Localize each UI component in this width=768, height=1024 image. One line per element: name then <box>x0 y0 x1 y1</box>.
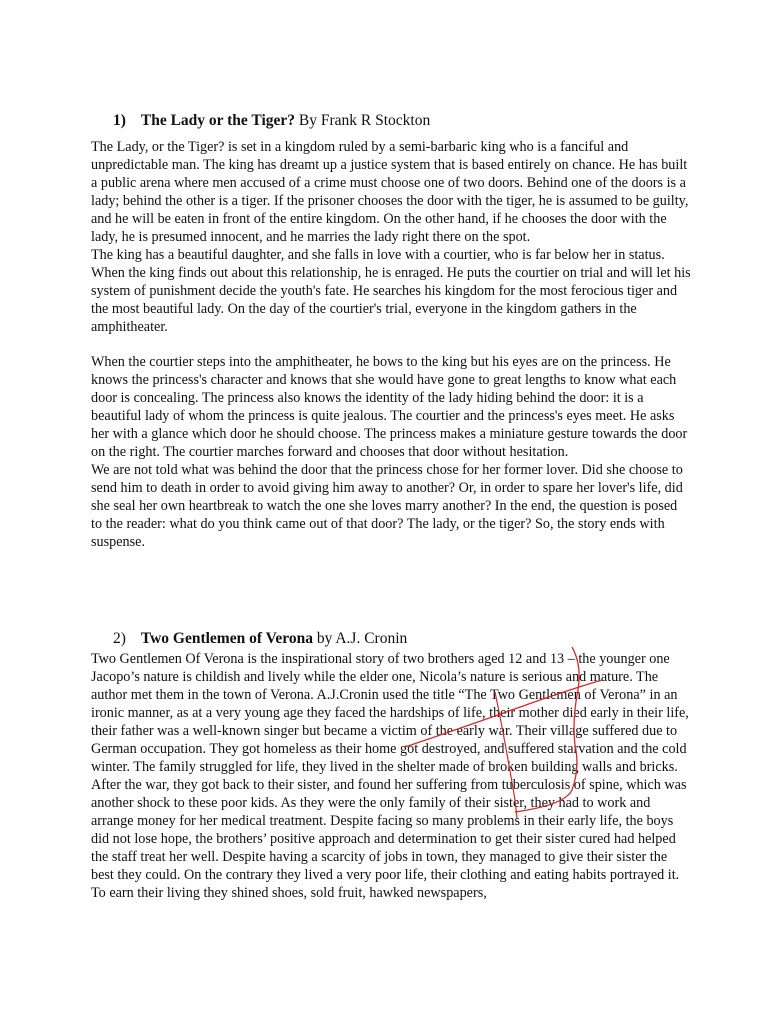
paragraph: We are not told what was behind the door that the princess chose for her former lover. Did she choose to send him to death in order to avoid giving him away to another? Or, in order to spare her lover's life, did she seal her own heartbreak to watch the one she loves marry another? In the end, the question is posed to the reader: what do you think came out of that door? The lady, or the tiger? So, the story ends with suspense. <box>91 462 683 550</box>
section-title: Two Gentlemen of Verona <box>140 630 313 647</box>
section-number: 2) <box>113 630 126 647</box>
paragraph: The Lady, or the Tiger? is set in a kingdom ruled by a semi-barbaric king who is a fanciful and unpredictable man. The king has dreamt up a justice system that is based entirely on chance. He has built a public arena where men accused of a crime must choose one of two doors. Behind one of the doors is a lady; behind the other is a tiger. If the prisoner chooses the door with the tiger, he is assumed to be guilty, and he will be eaten in front of the entire kingdom. On the other hand, if he chooses the door with the lady, he is presumed innocent, and he marries the lady right there on the spot. <box>91 139 689 245</box>
section-author: By Frank R Stockton <box>298 112 431 129</box>
paragraph-gap <box>91 336 691 353</box>
section-two-gentlemen <box>91 628 691 902</box>
section-lady-or-tiger <box>91 110 691 551</box>
section-heading <box>91 628 691 650</box>
section-title: The Lady or the Tiger? <box>140 112 296 129</box>
section-number: 1) <box>113 112 126 129</box>
paragraph: The king has a beautiful daughter, and she falls in love with a courtier, who is far below her in status. When the king finds out about this relationship, he is enraged. He puts the courtier on trial and will let his system of punishment decide the youth's fate. He searches his kingdom for the most ferocious tiger and the most beautiful lady. On the day of the courtier's trial, everyone in the kingdom gathers in the amphitheater. <box>91 247 691 335</box>
section-heading <box>91 110 691 132</box>
paragraph: When the courtier steps into the amphitheater, he bows to the king but his eyes are on the princess. He knows the princess's character and knows that she would have gone to great lengths to know what each door is concealing. The princess also knows the identity of the lady hiding behind the door: it is a beautiful lady of whom the princess is quite jealous. The courtier and the princess's eyes meet. He asks her with a glance which door he should choose. The princess makes a miniature gesture towards the door on the right. The courtier marches forward and chooses that door without hesitation. <box>91 354 688 460</box>
section-author: by A.J. Cronin <box>316 630 408 647</box>
paragraph: Two Gentlemen Of Verona is the inspirational story of two brothers aged 12 and 13 – the younger one Jacopo’s nature is childish and lively while the elder one, Nicola’s nature is serious and mature. The author met them in the town of Verona. A.J.Cronin used the title “The Two Gentlemen of Verona” in an ironic manner, as at a very young age they faced the hardships of life, their mother died early in their life, their father was a well-known singer but became a victim of the early war. Their village suffered due to German occupation. They got homeless as their home got destroyed, and suffered starvation and the cold winter. The family struggled for life, they lived in the shelter made of broken building walls and bricks. After the war, they got back to their sister, and found her suffering from tuberculosis of spine, which was another shock to these poor kids. As they were the only family of their sister, they had to work and arrange money for her medical treatment. Despite facing so many problems in their early life, the boys did not lose hope, the brothers’ positive approach and determination to get their sister cured had helped the staff treat her well. Despite having a scarcity of jobs in town, they managed to give their sister the best they could. On the contrary they lived a very poor life, their clothing and eating habits portrayed it. To earn their living they shined shoes, sold fruit, hawked newspapers, <box>91 651 689 901</box>
